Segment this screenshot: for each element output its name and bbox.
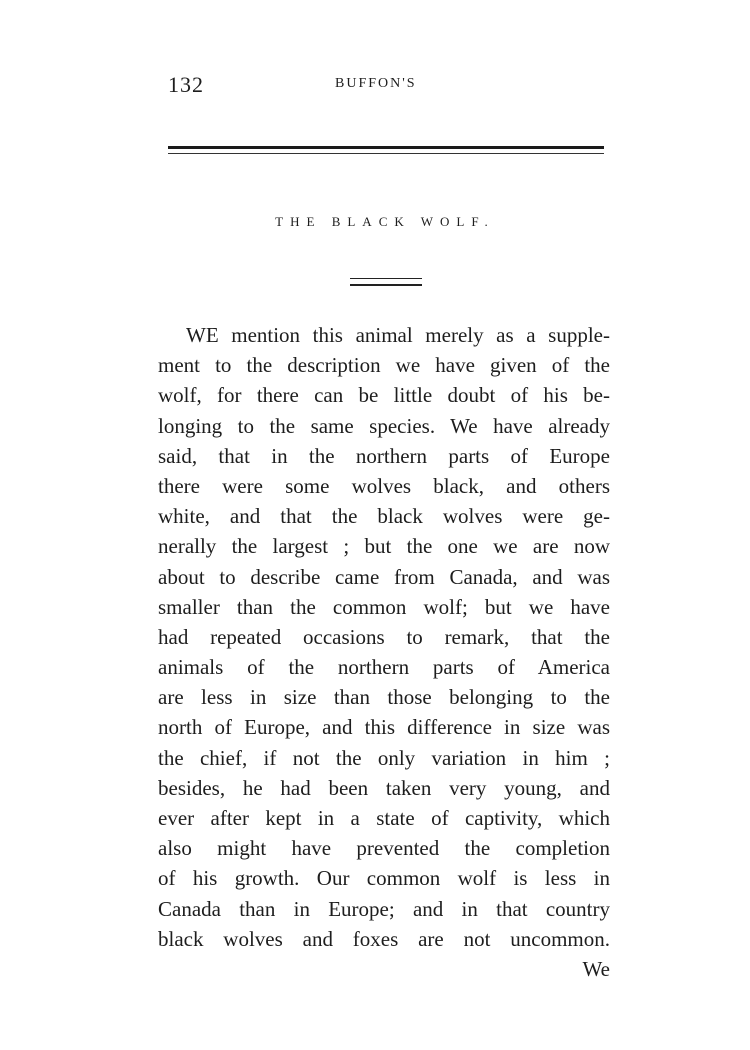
text-line: ment to the description we have given of the — [158, 353, 610, 378]
text-line: had repeated occasions to remark, that the — [158, 624, 610, 649]
text-line: smaller than the common wolf; but we have — [158, 594, 610, 619]
page-number: 132 — [168, 72, 204, 97]
text-line: ever after kept in a state of captivity, which — [158, 806, 610, 830]
text-line: Canada than in Europe; and in that country — [158, 896, 610, 921]
text-line: the chief, if not the only variation in him ; — [158, 745, 610, 770]
text-line: also might have prevented the completion — [158, 836, 610, 861]
text-line: longing to the same species. We have already — [158, 413, 610, 438]
body-text — [158, 320, 610, 954]
title-rule-top — [350, 278, 422, 279]
title-rule-bottom — [350, 284, 422, 286]
text-line: WE mention this animal merely as a supple- — [186, 323, 610, 347]
text-line: animals of the northern parts of America — [158, 655, 610, 680]
text-line: about to describe came from Canada, and was — [158, 564, 610, 589]
header-rule-thick — [168, 146, 604, 149]
catchword: We — [582, 957, 610, 981]
text-line: nerally the largest ; but the one we are now — [158, 534, 610, 559]
text-line: besides, he had been taken very young, and — [158, 775, 610, 800]
text-line: white, and that the black wolves were ge- — [158, 504, 610, 529]
text-line: black wolves and foxes are not uncommon. — [158, 926, 610, 951]
text-line: north of Europe, and this difference in size was — [158, 715, 610, 740]
text-line: there were some wolves black, and others — [158, 473, 610, 498]
header-rule-thin — [168, 153, 604, 154]
text-line: said, that in the northern parts of Europe — [158, 443, 610, 468]
text-line: are less in size than those belonging to the — [158, 685, 610, 710]
text-line: wolf, for there can be little doubt of his be- — [158, 383, 610, 408]
text-line: of his growth. Our common wolf is less in — [158, 866, 610, 891]
section-title: THE BLACK WOLF. — [275, 214, 495, 229]
running-head: BUFFON'S — [335, 76, 417, 91]
